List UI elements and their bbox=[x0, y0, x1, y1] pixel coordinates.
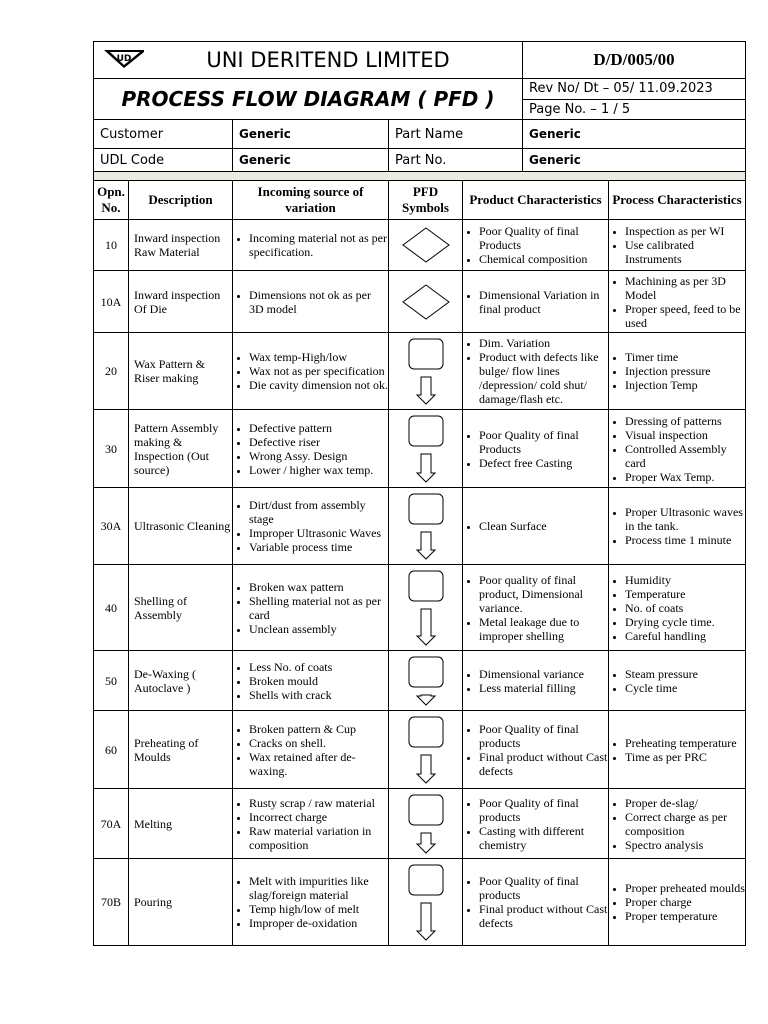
operation-number-text: 30A bbox=[100, 519, 122, 533]
list-item: • Dim. Variation bbox=[479, 336, 608, 350]
process-characteristics-cell bbox=[609, 651, 746, 711]
operation-description-text: Shelling of Assembly bbox=[134, 593, 187, 622]
operation-description bbox=[129, 651, 233, 711]
list-item: • Metal leakage due to improper shelling bbox=[479, 615, 608, 643]
bullet-list bbox=[233, 874, 388, 930]
inspection-diamond-icon bbox=[401, 227, 451, 263]
operation-number-text: 30 bbox=[105, 441, 117, 456]
bullet-list bbox=[233, 498, 388, 554]
bullet-list bbox=[233, 350, 388, 392]
col-header-incoming: Incoming source of variation bbox=[233, 181, 389, 220]
bullet-list bbox=[233, 421, 388, 477]
product-characteristics-cell bbox=[463, 711, 609, 789]
list-item: • Dimensions not ok as per 3D model bbox=[249, 288, 388, 316]
bullet-list bbox=[609, 274, 745, 330]
product-characteristics-cell bbox=[463, 271, 609, 333]
list-item: • Less No. of coats bbox=[249, 660, 388, 674]
operation-description-text: De-Waxing ( Autoclave ) bbox=[134, 666, 197, 695]
list-item: • Chemical composition bbox=[479, 252, 608, 266]
process-characteristics-cell bbox=[609, 859, 746, 946]
list-item: • Dimensional Variation in final product bbox=[479, 288, 608, 316]
incoming-variation-cell bbox=[233, 271, 389, 333]
list-item: • Unclean assembly bbox=[249, 622, 388, 636]
process-characteristics-cell bbox=[609, 410, 746, 488]
list-item: • Wax temp-High/low bbox=[249, 350, 388, 364]
list-item: • Broken wax pattern bbox=[249, 580, 388, 594]
list-item: • Incoming material not as per specification. bbox=[249, 231, 388, 259]
list-item: • Less material filling bbox=[479, 681, 608, 695]
list-item: • Casting with different chemistry bbox=[479, 824, 608, 852]
bullet-list bbox=[609, 736, 745, 764]
list-item: • Final product without Cast defects bbox=[479, 750, 608, 778]
operation-number bbox=[94, 271, 129, 333]
list-item: • Poor quality of final product, Dimensional variance. bbox=[479, 573, 608, 615]
product-characteristics-cell bbox=[463, 859, 609, 946]
list-item: • Clean Surface bbox=[479, 519, 608, 533]
operation-number-text: 20 bbox=[105, 364, 117, 378]
list-item: • Preheating temperature bbox=[625, 736, 745, 750]
list-item: • Humidity bbox=[625, 573, 745, 587]
list-item: • Wrong Assy. Design bbox=[249, 449, 388, 463]
list-item: • Product with defects like bulge/ flow lines /depression/ cold shut/ damage/flash etc. bbox=[479, 350, 608, 406]
list-item: • Controlled Assembly card bbox=[625, 442, 745, 470]
operation-box-arrow-icon bbox=[406, 414, 446, 484]
pfd-symbol-cell bbox=[389, 711, 463, 789]
list-item: • Proper speed, feed to be used bbox=[625, 302, 745, 330]
list-item: • Raw material variation in composition bbox=[249, 824, 388, 852]
list-item: • Shelling material not as per card bbox=[249, 594, 388, 622]
list-item: • Temp high/low of melt bbox=[249, 902, 388, 916]
pfd-symbol-cell bbox=[389, 651, 463, 711]
operation-description-text: Ultrasonic Cleaning bbox=[134, 519, 231, 533]
table-row bbox=[94, 271, 746, 333]
list-item: • Temperature bbox=[625, 587, 745, 601]
table-row bbox=[94, 651, 746, 711]
operation-box-arrow-icon bbox=[406, 569, 446, 647]
incoming-variation-cell bbox=[233, 410, 389, 488]
list-item: • Cycle time bbox=[625, 681, 745, 695]
list-item: • Cracks on shell. bbox=[249, 736, 388, 750]
operation-description-text: Inward inspection Of Die bbox=[134, 287, 221, 316]
list-item: • Proper preheated moulds bbox=[625, 881, 745, 895]
bullet-list bbox=[463, 667, 608, 695]
list-item: • Machining as per 3D Model bbox=[625, 274, 745, 302]
bullet-list bbox=[609, 796, 745, 852]
operation-number bbox=[94, 333, 129, 410]
udl-code-label: UDL Code bbox=[94, 149, 233, 172]
bullet-list bbox=[233, 288, 388, 316]
operation-number-text: 10A bbox=[100, 294, 122, 309]
table-row bbox=[94, 220, 746, 271]
operation-description-text: Pattern Assembly making & Inspection (Out source) bbox=[134, 420, 219, 477]
bullet-list bbox=[233, 660, 388, 702]
part-name-value: Generic bbox=[523, 120, 746, 149]
bullet-list bbox=[463, 573, 608, 643]
list-item: • Careful handling bbox=[625, 629, 745, 643]
bullet-list bbox=[463, 519, 608, 533]
pfd-symbol-cell bbox=[389, 220, 463, 271]
list-item: • Dirt/dust from assembly stage bbox=[249, 498, 388, 526]
operation-description bbox=[129, 220, 233, 271]
operation-number bbox=[94, 711, 129, 789]
list-item: • Proper Ultrasonic waves in the tank. bbox=[625, 505, 745, 533]
list-item: • Incorrect charge bbox=[249, 810, 388, 824]
process-characteristics-cell bbox=[609, 333, 746, 410]
revision: Rev No/ Dt – 05/ 11.09.2023 bbox=[523, 79, 746, 100]
operation-description-text: Preheating of Moulds bbox=[134, 735, 199, 764]
list-item: • Improper de-oxidation bbox=[249, 916, 388, 930]
header-table bbox=[93, 41, 746, 120]
pfd-symbol-cell bbox=[389, 565, 463, 651]
list-item: • Broken pattern & Cup bbox=[249, 722, 388, 736]
bullet-list bbox=[609, 573, 745, 643]
operation-number-text: 40 bbox=[105, 600, 117, 615]
list-item: • Use calibrated Instruments bbox=[625, 238, 745, 266]
operation-box-arrow-icon bbox=[406, 863, 446, 942]
col-header-opn: Opn. No. bbox=[94, 181, 129, 220]
list-item: • Process time 1 minute bbox=[625, 533, 745, 547]
bullet-list bbox=[609, 350, 745, 392]
incoming-variation-cell bbox=[233, 565, 389, 651]
list-item: • Timer time bbox=[625, 350, 745, 364]
col-header-description: Description bbox=[129, 181, 233, 220]
list-item: • Injection Temp bbox=[625, 378, 745, 392]
list-item: • Steam pressure bbox=[625, 667, 745, 681]
part-name-label: Part Name bbox=[389, 120, 523, 149]
operation-description bbox=[129, 333, 233, 410]
operation-description bbox=[129, 271, 233, 333]
list-item: • Time as per PRC bbox=[625, 750, 745, 764]
operation-description-text: Pouring bbox=[134, 895, 173, 909]
operation-box-arrow-icon bbox=[406, 492, 446, 561]
product-characteristics-cell bbox=[463, 220, 609, 271]
list-item: • Poor Quality of final Products bbox=[479, 224, 608, 252]
part-no-value: Generic bbox=[523, 149, 746, 172]
operation-box-arrow-icon bbox=[406, 337, 446, 406]
operation-number bbox=[94, 789, 129, 859]
bullet-list bbox=[609, 881, 745, 923]
operation-description-text: Inward inspection Raw Material bbox=[134, 231, 221, 259]
col-header-process: Process Characteristics bbox=[609, 181, 746, 220]
operation-number-text: 70B bbox=[100, 895, 121, 909]
list-item: • Dressing of patterns bbox=[625, 414, 745, 428]
list-item: • Wax retained after de-waxing. bbox=[249, 750, 388, 778]
operation-number-text: 70A bbox=[100, 816, 122, 831]
operation-description bbox=[129, 789, 233, 859]
table-row bbox=[94, 711, 746, 789]
list-item: • Defect free Casting bbox=[479, 456, 608, 470]
pfd-symbol-cell bbox=[389, 333, 463, 410]
incoming-variation-cell bbox=[233, 859, 389, 946]
table-row bbox=[94, 488, 746, 565]
operation-description-text: Wax Pattern & Riser making bbox=[134, 357, 206, 385]
operation-number-text: 50 bbox=[105, 673, 117, 688]
list-item: • Poor Quality of final products bbox=[479, 722, 608, 750]
list-item: • Lower / higher wax temp. bbox=[249, 463, 388, 477]
bullet-list bbox=[233, 580, 388, 636]
list-item: • Die cavity dimension not ok. bbox=[249, 378, 388, 392]
bullet-list bbox=[233, 796, 388, 852]
doc-number: D/D/005/00 bbox=[523, 42, 746, 79]
process-characteristics-cell bbox=[609, 711, 746, 789]
product-characteristics-cell bbox=[463, 651, 609, 711]
list-item: • Poor Quality of final products bbox=[479, 796, 608, 824]
process-characteristics-cell bbox=[609, 220, 746, 271]
bullet-list bbox=[463, 224, 608, 266]
list-item: • Spectro analysis bbox=[625, 838, 745, 852]
list-item: • Drying cycle time. bbox=[625, 615, 745, 629]
operation-number bbox=[94, 859, 129, 946]
col-header-pfd: PFD Symbols bbox=[389, 181, 463, 220]
incoming-variation-cell bbox=[233, 488, 389, 565]
operation-description bbox=[129, 711, 233, 789]
list-item: • Proper de-slag/ bbox=[625, 796, 745, 810]
document bbox=[93, 41, 745, 946]
pfd-symbol-cell bbox=[389, 859, 463, 946]
customer-value: Generic bbox=[233, 120, 389, 149]
bullet-list bbox=[233, 722, 388, 778]
table-row bbox=[94, 565, 746, 651]
operation-box-arrow-icon bbox=[406, 715, 446, 785]
incoming-variation-cell bbox=[233, 220, 389, 271]
customer-label: Customer bbox=[94, 120, 233, 149]
table-row bbox=[94, 789, 746, 859]
operation-number bbox=[94, 220, 129, 271]
pfd-symbol-cell bbox=[389, 271, 463, 333]
list-item: • Wax not as per specification bbox=[249, 364, 388, 378]
product-characteristics-cell bbox=[463, 789, 609, 859]
logo-text: UD bbox=[116, 54, 132, 64]
incoming-variation-cell bbox=[233, 711, 389, 789]
list-item: • Final product without Cast defects bbox=[479, 902, 608, 930]
product-characteristics-cell bbox=[463, 488, 609, 565]
process-characteristics-cell bbox=[609, 789, 746, 859]
list-item: • Correct charge as per composition bbox=[625, 810, 745, 838]
product-characteristics-cell bbox=[463, 565, 609, 651]
udl-code-value: Generic bbox=[233, 149, 389, 172]
company-cell bbox=[94, 42, 523, 79]
list-item: • Variable process time bbox=[249, 540, 388, 554]
bullet-list bbox=[609, 414, 745, 484]
bullet-list bbox=[463, 722, 608, 778]
operation-description bbox=[129, 565, 233, 651]
table-body bbox=[94, 220, 746, 946]
incoming-variation-cell bbox=[233, 333, 389, 410]
list-item: • Melt with impurities like slag/foreign material bbox=[249, 874, 388, 902]
info-table bbox=[93, 119, 746, 181]
list-item: • Defective pattern bbox=[249, 421, 388, 435]
pfd-symbol-cell bbox=[389, 789, 463, 859]
bullet-list bbox=[609, 667, 745, 695]
pfd-symbol-cell bbox=[389, 488, 463, 565]
company-name: UNI DERITEND LIMITED bbox=[206, 48, 450, 72]
list-item: • Dimensional variance bbox=[479, 667, 608, 681]
list-item: • Injection pressure bbox=[625, 364, 745, 378]
list-item: • Improper Ultrasonic Waves bbox=[249, 526, 388, 540]
list-item: • Poor Quality of final products bbox=[479, 874, 608, 902]
col-header-product: Product Characteristics bbox=[463, 181, 609, 220]
operation-number-text: 60 bbox=[105, 742, 117, 757]
bullet-list bbox=[233, 231, 388, 259]
operation-number-text: 10 bbox=[105, 238, 117, 252]
process-characteristics-cell bbox=[609, 488, 746, 565]
list-item: • Proper temperature bbox=[625, 909, 745, 923]
bullet-list bbox=[609, 505, 745, 547]
operation-number bbox=[94, 410, 129, 488]
list-item: • No. of coats bbox=[625, 601, 745, 615]
list-item: • Proper Wax Temp. bbox=[625, 470, 745, 484]
operation-box-arrow-icon bbox=[406, 655, 446, 707]
table-row bbox=[94, 859, 746, 946]
table-row bbox=[94, 333, 746, 410]
pfd-symbol-cell bbox=[389, 410, 463, 488]
product-characteristics-cell bbox=[463, 410, 609, 488]
operation-box-arrow-icon bbox=[406, 793, 446, 855]
list-item: • Inspection as per WI bbox=[625, 224, 745, 238]
table-row bbox=[94, 410, 746, 488]
list-item: • Proper charge bbox=[625, 895, 745, 909]
process-characteristics-cell bbox=[609, 271, 746, 333]
incoming-variation-cell bbox=[233, 651, 389, 711]
bullet-list bbox=[463, 796, 608, 852]
list-item: • Shells with crack bbox=[249, 688, 388, 702]
list-item: • Defective riser bbox=[249, 435, 388, 449]
bullet-list bbox=[463, 288, 608, 316]
operation-description bbox=[129, 859, 233, 946]
operation-number bbox=[94, 565, 129, 651]
company-logo-icon bbox=[102, 48, 146, 70]
bullet-list bbox=[463, 336, 608, 406]
list-item: • Poor Quality of final Products bbox=[479, 428, 608, 456]
operation-description bbox=[129, 410, 233, 488]
bullet-list bbox=[463, 874, 608, 930]
list-item: • Visual inspection bbox=[625, 428, 745, 442]
inspection-diamond-icon bbox=[401, 284, 451, 320]
part-no-label: Part No. bbox=[389, 149, 523, 172]
bullet-list bbox=[609, 224, 745, 266]
list-item: • Rusty scrap / raw material bbox=[249, 796, 388, 810]
page-title: PROCESS FLOW DIAGRAM ( PFD ) bbox=[94, 79, 523, 120]
incoming-variation-cell bbox=[233, 789, 389, 859]
bullet-list bbox=[463, 428, 608, 470]
operation-description-text: Melting bbox=[134, 816, 172, 831]
operation-description bbox=[129, 488, 233, 565]
list-item: • Broken mould bbox=[249, 674, 388, 688]
operation-number bbox=[94, 488, 129, 565]
process-table bbox=[93, 180, 746, 946]
process-characteristics-cell bbox=[609, 565, 746, 651]
product-characteristics-cell bbox=[463, 333, 609, 410]
operation-number bbox=[94, 651, 129, 711]
page-number: Page No. – 1 / 5 bbox=[523, 99, 746, 120]
